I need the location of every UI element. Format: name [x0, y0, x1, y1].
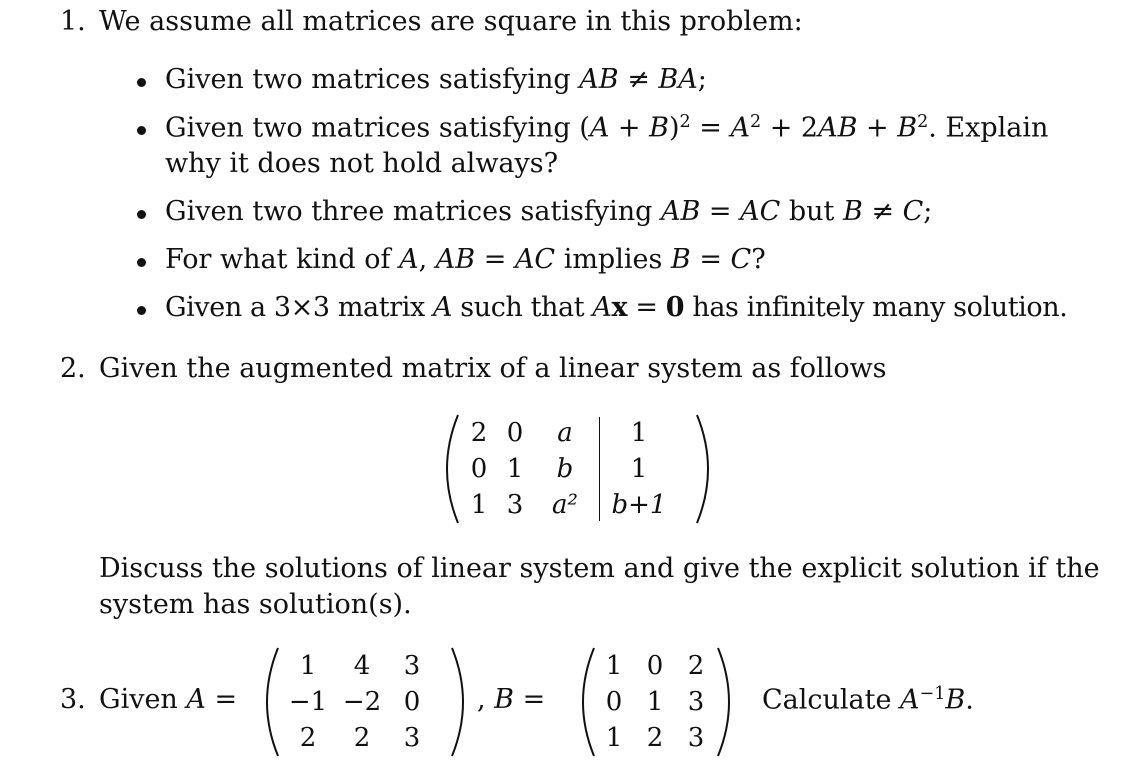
b-equals: , B =	[477, 684, 546, 715]
bullet-2-text: Given two matrices satisfying	[165, 112, 580, 144]
matrix-row	[462, 487, 682, 523]
matrix-a	[284, 648, 432, 756]
matrix-cell: 2	[646, 723, 664, 753]
bullet-4: For what kind of A, AB = AC implies B = C?	[165, 244, 766, 275]
bullet-1-math	[579, 64, 707, 95]
discuss-line-1: Discuss the solutions of linear system and give the explicit solution if the	[99, 553, 1100, 584]
matrix-cell: 1	[470, 490, 488, 520]
matrix-cell: b+1	[611, 490, 667, 520]
matrix-cell: 3	[506, 490, 524, 520]
problem-2-intro: Given the augmented matrix of a linear system as follows	[99, 353, 887, 384]
right-paren	[714, 645, 744, 759]
bullet-dot	[137, 78, 146, 87]
matrix-cell: 0	[646, 651, 664, 681]
bullet-3: Given two three matrices satisfying AB = AC but B ≠ C;	[165, 196, 933, 227]
left-paren	[432, 412, 462, 526]
matrix-cell: a²	[552, 490, 578, 520]
matrix-cell: 0	[506, 418, 524, 448]
problem-2-number: 2.	[60, 353, 86, 384]
matrix-row	[596, 720, 714, 756]
matrix-cell: 2	[687, 651, 705, 681]
bullet-5-text-b: such that	[452, 292, 593, 323]
bullet-dot	[137, 258, 146, 267]
matrix-cell: 3	[403, 723, 421, 753]
bullet-3-but: but	[780, 196, 843, 227]
calculate-label: Calculate	[762, 684, 901, 716]
matrix-cell: 1	[630, 454, 648, 484]
matrix-cell: 1	[646, 687, 664, 717]
calculate-text: Calculate $A^{-1}B$.	[762, 684, 974, 716]
given-text: Given	[99, 684, 187, 715]
matrix-cell: 0	[605, 687, 623, 717]
bullet-dot	[137, 210, 146, 219]
left-paren	[252, 645, 282, 759]
augmented-matrix	[462, 415, 682, 523]
matrix-cell: 4	[353, 651, 371, 681]
bullet-3-text: Given two three matrices satisfying	[165, 196, 661, 227]
right-paren	[448, 645, 478, 759]
matrix-cell: 1	[299, 651, 317, 681]
matrix-cell: 3	[687, 723, 705, 753]
discuss-line-2: system has solution(s).	[99, 589, 412, 620]
matrix-cell: −1	[288, 687, 328, 717]
problem-3-number: 3.	[60, 684, 86, 715]
matrix-row	[462, 415, 682, 451]
bullet-5-text-c: has infinitely many solution.	[684, 292, 1068, 323]
matrix-cell: 2	[470, 418, 488, 448]
math-semicolon: ;	[697, 64, 707, 95]
bullet-dot	[137, 126, 146, 135]
matrix-b	[596, 648, 714, 756]
label-a: A	[186, 684, 206, 715]
augment-divider	[599, 417, 600, 521]
matrix-row	[284, 684, 432, 720]
matrix-cell: 2	[299, 723, 317, 753]
bullet-2-explain: . Explain	[928, 112, 1049, 144]
matrix-cell: 1	[605, 651, 623, 681]
bullet-4-text: For what kind of	[165, 244, 400, 275]
math-neq: ≠	[618, 64, 659, 95]
matrix-cell: 1	[506, 454, 524, 484]
matrix-cell: 3	[687, 687, 705, 717]
matrix-row	[284, 720, 432, 756]
bullet-2: Given two matrices satisfying $(A + B)^2 = A^2 + 2AB + B^2$. Explain	[165, 112, 1049, 144]
matrix-cell: 0	[470, 454, 488, 484]
matrix-cell: b	[556, 454, 574, 484]
bullet-1-text: Given two matrices satisfying	[165, 64, 580, 95]
problem-1-number: 1.	[60, 6, 86, 37]
matrix-cell: 3	[403, 651, 421, 681]
matrix-row	[284, 648, 432, 684]
bullet-2-line2: why it does not hold always?	[165, 148, 559, 179]
bullet-4-implies: implies	[555, 244, 671, 275]
matrix-row	[596, 648, 714, 684]
matrix-cell: 0	[403, 687, 421, 717]
bullet-dot	[137, 306, 146, 315]
label-b: B	[494, 684, 515, 715]
problem-1-intro: We assume all matrices are square in this problem:	[99, 6, 803, 37]
matrix-cell: 2	[353, 723, 371, 753]
right-paren	[693, 412, 723, 526]
matrix-row	[462, 451, 682, 487]
problem-3-given: Given A =	[99, 684, 238, 715]
bullet-5-text-a: Given a 3×3 matrix	[165, 292, 433, 323]
left-paren	[568, 645, 598, 759]
math-ba: BA	[658, 64, 698, 95]
matrix-cell: a	[557, 418, 573, 448]
matrix-cell: 1	[630, 418, 648, 448]
bullet-5: Given a 3×3 matrix A such that Ax = 0 has infinitely many solution.	[165, 292, 1068, 323]
bullet-1	[165, 64, 707, 95]
matrix-cell: −2	[342, 687, 382, 717]
math-ab: AB	[579, 64, 619, 95]
matrix-row	[596, 684, 714, 720]
matrix-cell: 1	[605, 723, 623, 753]
